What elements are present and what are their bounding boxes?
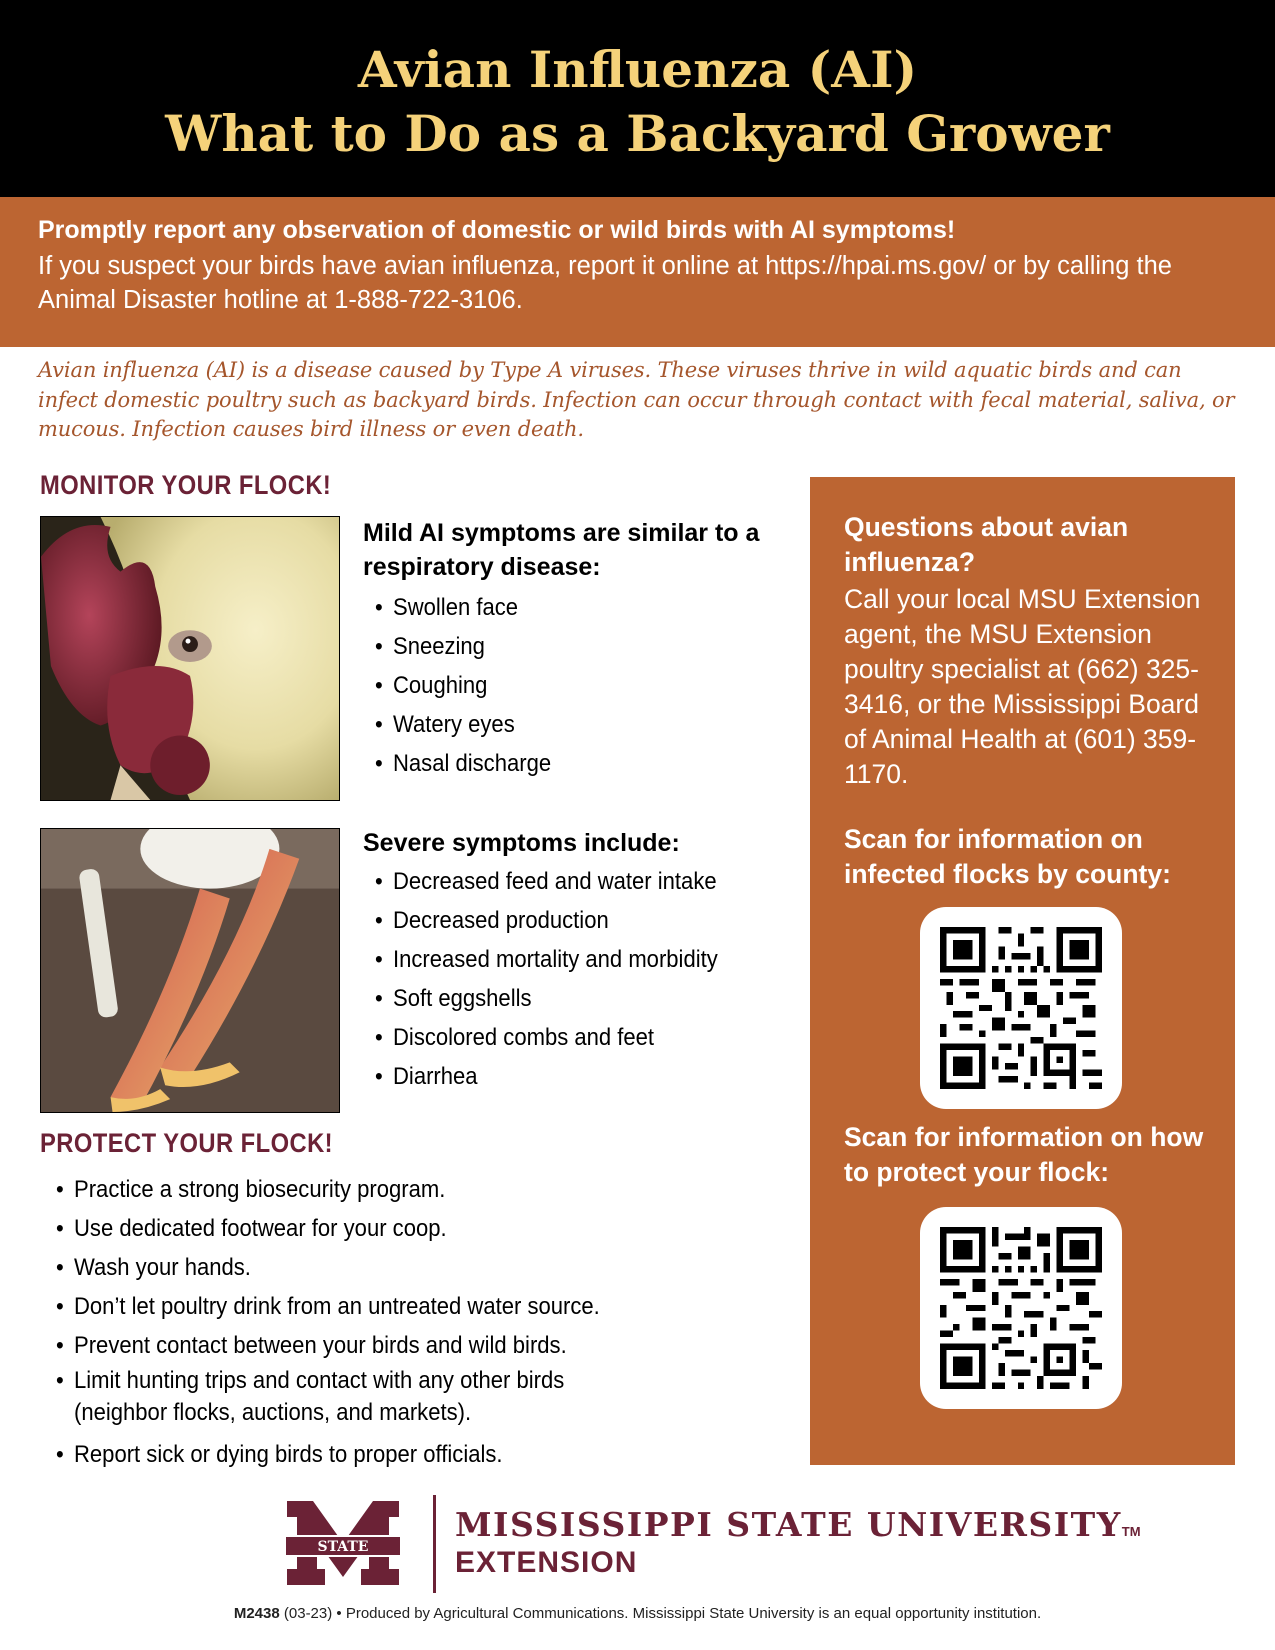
university-name bbox=[455, 1505, 1141, 1544]
msu-m-logo-icon bbox=[283, 1497, 403, 1589]
list-item: • Swollen face bbox=[375, 588, 551, 627]
header bbox=[0, 0, 1275, 197]
qr-code-protect[interactable] bbox=[920, 1207, 1122, 1409]
logo-divider bbox=[433, 1495, 436, 1593]
list-item: • Don’t let poultry drink from an untreated water source. bbox=[56, 1287, 614, 1326]
logo-badge-text: STATE bbox=[317, 1539, 369, 1555]
chicken-legs-image bbox=[41, 829, 339, 1112]
trademark: TM bbox=[1121, 1524, 1141, 1539]
list-item: • Nasal discharge bbox=[375, 744, 551, 783]
list-item: • Practice a strong biosecurity program. bbox=[56, 1170, 614, 1209]
sidebar-call-text: Call your local MSU Extension agent, the MSU Extension poultry specialist at (662) 325-3416, or the Mississippi Board of Animal Health at (601) 359-1170. bbox=[844, 584, 1201, 789]
list-item: • Soft eggshells bbox=[375, 979, 718, 1018]
university-name-text: MISSISSIPPI STATE UNIVERSITY bbox=[455, 1505, 1122, 1544]
footer-text: (03-23) • Produced by Agricultural Communications. Mississippi State University is an equal opportunity institution. bbox=[279, 1605, 1042, 1622]
intro-paragraph: Avian influenza (AI) is a disease caused by Type A viruses. These viruses thrive in wild aquatic birds and can infect domestic poultry such as backyard birds. Infection can occur through contact with fecal material, saliva, or mucous. Infection causes bird illness or even death. bbox=[38, 358, 1235, 441]
scan-protect-label: Scan for information on how to protect your flock: bbox=[844, 1122, 1204, 1187]
list-item: • Wash your hands. bbox=[56, 1248, 614, 1287]
list-item: • Use dedicated footwear for your coop. bbox=[56, 1209, 614, 1248]
list-item: • Sneezing bbox=[375, 627, 551, 666]
list-item: • Coughing bbox=[375, 666, 551, 705]
contact-sidebar bbox=[810, 477, 1235, 1465]
scan-county-label: Scan for information on infected flocks by county: bbox=[844, 824, 1171, 889]
rooster-head-image bbox=[41, 517, 339, 800]
list-item: • Diarrhea bbox=[375, 1057, 718, 1096]
chicken-feet-photo bbox=[40, 828, 340, 1113]
qr-code-icon bbox=[940, 927, 1102, 1089]
list-item: • Watery eyes bbox=[375, 705, 551, 744]
report-banner bbox=[0, 197, 1275, 347]
banner-text: If you suspect your birds have avian influenza, report it online at https://hpai.ms.gov/ or by calling the Animal Disaster hotline at 1-888-722-3106. bbox=[38, 252, 1172, 314]
title-line-1: Avian Influenza (AI) bbox=[357, 40, 918, 99]
title-line-2: What to Do as a Backyard Grower bbox=[165, 104, 1110, 163]
protect-list bbox=[56, 1170, 676, 1474]
list-item: • Decreased feed and water intake bbox=[375, 862, 718, 901]
monitor-title: MONITOR YOUR FLOCK! bbox=[40, 470, 332, 500]
severe-symptoms-heading: Severe symptoms include: bbox=[363, 829, 680, 857]
extension-name: EXTENSION bbox=[455, 1546, 638, 1579]
protect-title: PROTECT YOUR FLOCK! bbox=[40, 1128, 334, 1158]
mild-symptoms-heading: Mild AI symptoms are similar to a respiratory disease: bbox=[363, 519, 760, 581]
severe-symptoms-list bbox=[375, 862, 756, 1096]
list-item: • Report sick or dying birds to proper officials. bbox=[56, 1435, 614, 1474]
publication-code: M2438 bbox=[233, 1605, 280, 1622]
qr-code-county[interactable] bbox=[920, 907, 1122, 1109]
list-item: • Increased mortality and morbidity bbox=[375, 940, 718, 979]
mild-symptoms-list bbox=[375, 588, 571, 783]
banner-headline: Promptly report any observation of domestic or wild birds with AI symptoms! bbox=[38, 216, 956, 244]
list-item: • Decreased production bbox=[375, 901, 718, 940]
qr-code-icon bbox=[940, 1227, 1102, 1389]
list-item: • Prevent contact between your birds and wild birds. bbox=[56, 1326, 614, 1365]
list-item: • Discolored combs and feet bbox=[375, 1018, 718, 1057]
rooster-photo bbox=[40, 516, 340, 801]
sidebar-question: Questions about avian influenza? bbox=[844, 512, 1129, 577]
list-item: • Limit hunting trips and contact with any other birds (neighbor flocks, auctions, and markets). bbox=[56, 1365, 614, 1435]
footer bbox=[0, 1605, 1275, 1622]
